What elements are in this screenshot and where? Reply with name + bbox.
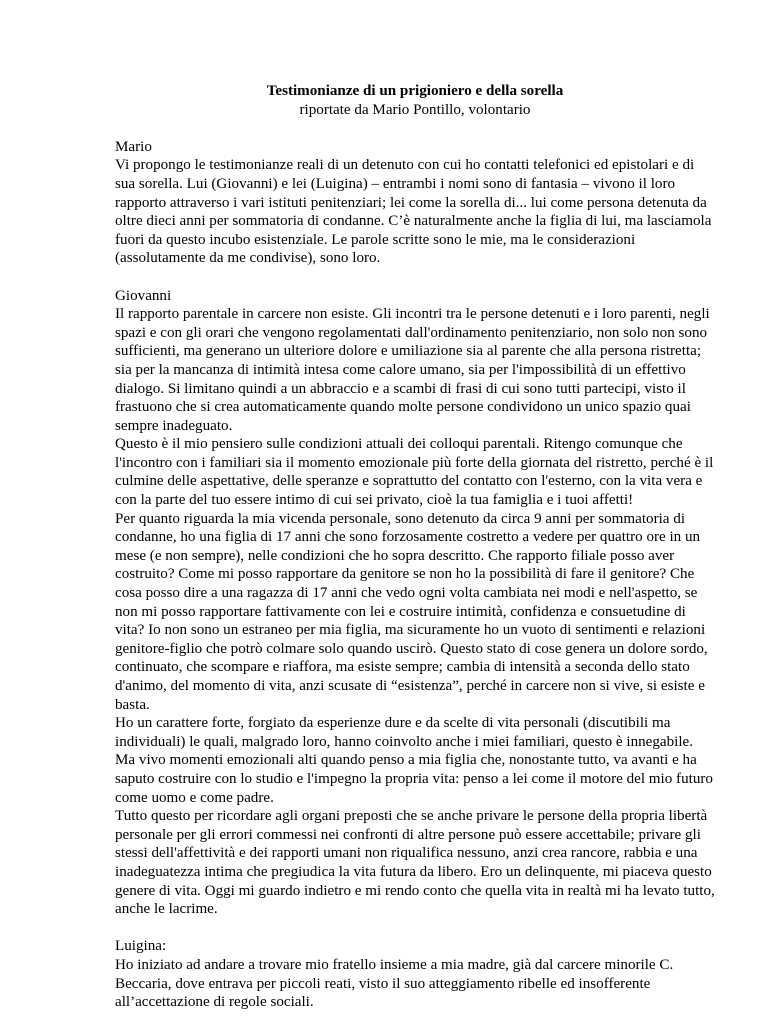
section-giovanni	[115, 287, 715, 919]
paragraph: Tutto questo per ricordare agli organi preposti che se anche privare le persone della propria libertà personale per gli errori commessi nei confronti di altre persone può essere accettabile; privare gli stessi dell'affettività e dei rapporti umani non riqualifica nessuno, anzi crea rancore, rabbia e una inadeguatezza intima che pregiudica la vita futura da libero. Ero un delinquente, mi piaceva questo genere di vita. Oggi mi guardo indietro e mi rendo conto che quella vita in realtà mi ha levato tutto, anche le lacrime.	[115, 808, 715, 918]
section-mario	[115, 138, 715, 268]
paragraph: Ho un carattere forte, forgiato da esperienze dure e da scelte di vita personali (discutibili ma individuali) le quali, malgrado loro, hanno coinvolto anche i miei familiari, questo è innegabile. Ma vivo momenti emozionali alti quando penso a mia figlia che, nonostante tutto, va avanti e ha saputo costruire con lo studio e l'impegno la propria vita: penso a lei come il motore del mio futuro come uomo e come padre.	[115, 715, 713, 806]
speaker-name: Giovanni	[115, 287, 172, 304]
speaker-name: Mario	[115, 138, 152, 155]
document-title: Testimonianze di un prigioniero e della sorella	[266, 83, 564, 99]
paragraph: Per quanto riguarda la mia vicenda personale, sono detenuto da circa 9 anni per sommatoria di condanne, ho una figlia di 17 anni che sono forzosamente costretto a vedere per quattro ore in un mese (e non sempre), nelle condizioni che ho sopra descritto. Che rapporto filiale posso aver costruito? Come mi posso rapportare da genitore se non ho la possibilità di fare il genitore? Che cosa posso dire a una ragazza di 17 anni che vedo ogni volta cambiata nei modi e nell'aspetto, se non mi posso rapportare fattivamente con lei e costruire intimità, confidenza e consuetudine di vita? Io non sono un estraneo per mia figlia, ma sicuramente ho un vuoto di sentimenti e relazioni genitore-figlio che potrò colmare solo quando uscirò. Questo stato di cose genera un dolore sordo, continuato, che scompare e riaffora, ma esiste sempre; cambia di intensità a seconda dello stato d'animo, del momento di vita, anzi scusate di “esistenza”, perché in carcere non si vive, si esiste e basta.	[115, 510, 708, 713]
document-page	[115, 82, 715, 1030]
paragraph: Ho iniziato ad andare a trovare mio fratello insieme a mia madre, già dal carcere minorile C. Beccaria, dove entrava per piccoli reati, visto il suo atteggiamento ribelle ed insofferente all’accettazione di regole sociali.	[115, 956, 674, 1011]
speaker-name: Luigina:	[115, 938, 167, 955]
document-subtitle: riportate da Mario Pontillo, volontario	[299, 101, 531, 118]
paragraph: Questo è il mio pensiero sulle condizioni attuali dei colloqui parentali. Ritengo comunque che l'incontro con i familiari sia il momento emozionale più forte della giornata del ristretto, perché è il culmine delle aspettative, delle speranze e soprattutto del contatto con l'esterno, con la vita vera e con la parte del tuo essere intimo di cui sei privato, cioè la tua famiglia e i tuoi affetti!	[115, 436, 714, 509]
paragraph: Vi propongo le testimonianze reali di un detenuto con cui ho contatti telefonici ed epistolari e di sua sorella. Lui (Giovanni) e lei (Luigina) – entrambi i nomi sono di fantasia – vivono il loro rapporto attraverso i vari istituti penitenziari; lei come la sorella di... lui come persona detenuta da oltre dieci anni per sommatoria di condanne. C’è naturalmente anche la figlia di lui, ma lasciamola fuori da questo incubo esistenziale. Le parole scritte sono le mie, ma le considerazioni (assolutamente da me condivise), sono loro.	[115, 157, 712, 267]
section-luigina	[115, 937, 715, 1011]
paragraph: Il rapporto parentale in carcere non esiste. Gli incontri tra le persone detenuti e i loro parenti, negli spazi e con gli orari che vengono regolamentati dall'ordinamento penitenziario, non solo non sono sufficienti, ma generano un ulteriore dolore e umiliazione sia al parente che alla persona ristretta; sia per la mancanza di intimità intesa come calore umano, sia per l'impossibilità di un effettivo dialogo. Si limitano quindi a un abbraccio e a scambi di frasi di cui sono tutti partecipi, visto il frastuono che si crea automaticamente quando molte persone condividono un unico spazio quai sempre inadeguato.	[115, 306, 710, 434]
